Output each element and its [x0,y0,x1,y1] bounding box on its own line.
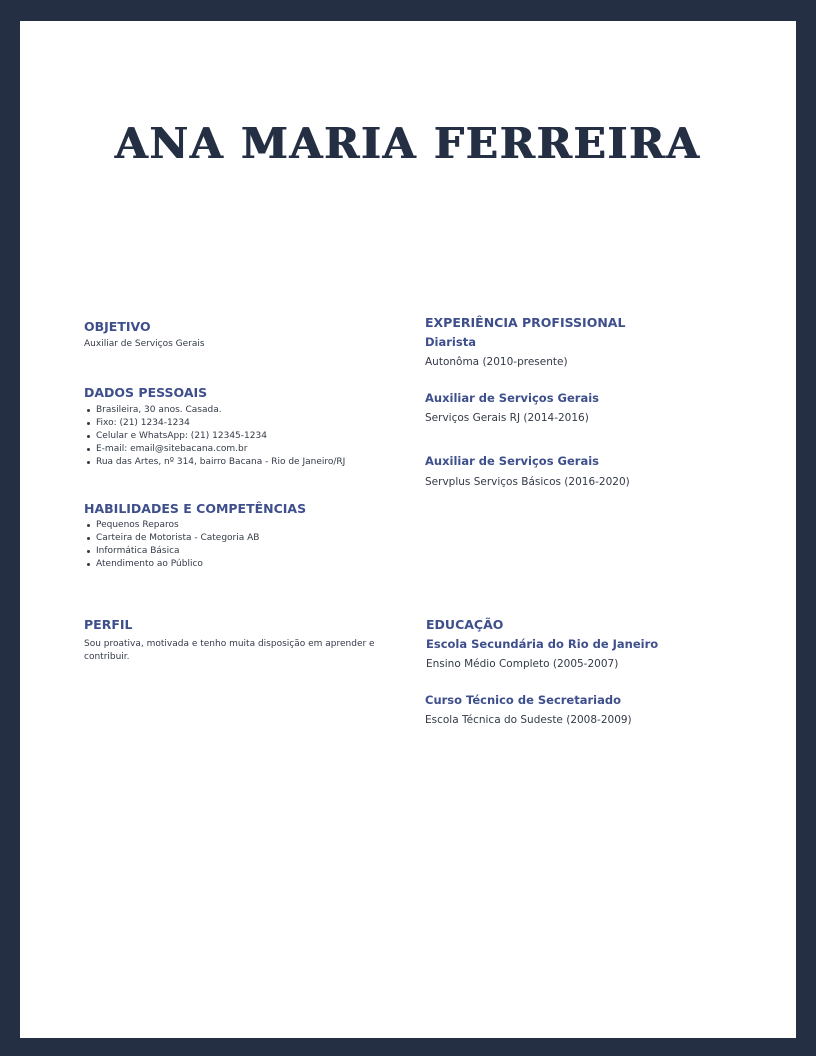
education-heading: EDUCAÇÃO [426,617,504,632]
list-item: Rua das Artes, nº 314, bairro Bacana - Rio de Janeiro/RJ [96,457,346,467]
profile-text: Sou proativa, motivada e tenho muita disposição em aprender e contribuir. [84,639,375,662]
experience-heading: EXPERIÊNCIA PROFISSIONAL [425,315,626,330]
job-title: Auxiliar de Serviços Gerais [425,391,600,405]
list-item: Atendimento ao Público [96,558,259,571]
education-school: Curso Técnico de Secretariado [425,693,621,707]
personal-data-heading: DADOS PESSOAIS [84,385,208,400]
education-school: Escola Secundária do Rio de Janeiro [426,637,659,651]
list-item: Brasileira, 30 anos. Casada. [96,404,345,417]
job-title: Auxiliar de Serviços Gerais [425,454,600,468]
profile-heading: PERFIL [84,617,133,632]
job-title: Diarista [425,335,476,349]
job-detail: Serviços Gerais RJ (2014-2016) [425,412,589,424]
education-detail: Ensino Médio Completo (2005-2007) [426,658,619,670]
list-item: E-mail: email@sitebacana.com.br [96,443,345,456]
list-item: Carteira de Motorista - Categoria AB [96,533,260,543]
job-detail: Autonôma (2010-presente) [425,356,568,368]
education-detail: Escola Técnica do Sudeste (2008-2009) [425,714,632,726]
skills-heading: HABILIDADES E COMPETÊNCIAS [84,501,307,516]
job-detail: Servplus Serviços Básicos (2016-2020) [425,476,630,488]
list-item: Pequenos Reparos [96,519,259,532]
candidate-name: ANA MARIA FERREIRA [115,119,701,168]
objective-text: Auxiliar de Serviços Gerais [84,339,205,349]
list-item: Fixo: (21) 1234-1234 [96,417,345,430]
list-item: Celular e WhatsApp: (21) 12345-1234 [96,430,345,443]
objective-heading: OBJETIVO [84,319,151,334]
list-item: Informática Básica [96,545,259,558]
skills-list [84,519,259,571]
personal-data-list [84,404,345,469]
resume-page [20,21,796,1038]
